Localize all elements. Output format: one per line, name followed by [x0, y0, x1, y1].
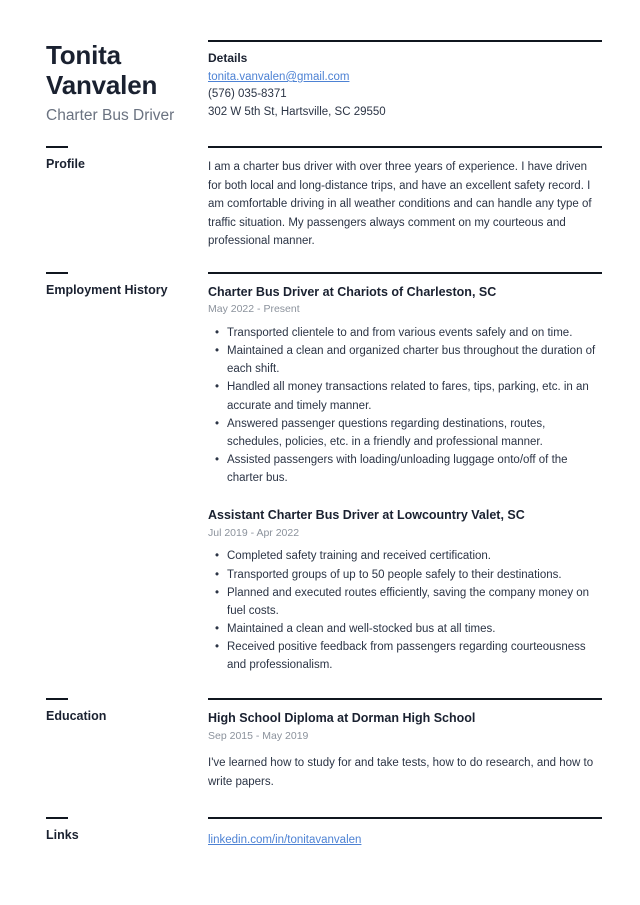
- list-item: • Transported clientele to and from various events safely and on time.: [227, 324, 602, 342]
- resume-header: [0, 0, 640, 126]
- employment-content: [208, 272, 640, 674]
- section-divider: [208, 146, 602, 148]
- sidebar-dash: [46, 146, 68, 148]
- section-divider: [208, 698, 602, 700]
- header-left-column: [0, 40, 208, 126]
- list-item: • Answered passenger questions regarding destinations, routes, schedules, policies, etc. in a friendly and professional manner.: [227, 415, 602, 451]
- employment-entry: [208, 507, 602, 674]
- employment-date: May 2022 - Present: [208, 303, 300, 316]
- phone-line: (576) 035-8371: [208, 88, 287, 101]
- email-line: [208, 67, 602, 86]
- last-name: Vanvalen: [46, 70, 158, 101]
- profile-text: I am a charter bus driver with over three years of experience. I have driven for both local and long-distance trips, and have an excellent safety record. I am comfortable driving in all weather conditions and can handle any type of traffic situation. My passengers always comment on my courteous and professional manner.: [208, 160, 592, 248]
- employment-label-column: [0, 272, 208, 298]
- sidebar-item-employment-history: Employment History: [46, 283, 168, 298]
- education-title: High School Diploma at Dorman High School: [208, 711, 476, 726]
- education-date: Sep 2015 - May 2019: [208, 729, 309, 742]
- list-item: • Planned and executed routes efficiently, saving the company money on fuel costs.: [227, 584, 602, 620]
- list-item: • Maintained a clean and well-stocked bus at all times.: [227, 620, 602, 638]
- employment-date: Jul 2019 - Apr 2022: [208, 526, 300, 539]
- employment-bullet-list: [208, 324, 602, 487]
- section-divider: [208, 817, 602, 819]
- list-item: • Received positive feedback from passengers regarding courteousness and professionalism.: [227, 638, 602, 674]
- email-link[interactable]: tonita.vanvalen@gmail.com: [208, 71, 350, 83]
- employment-bullet-list: [208, 547, 602, 674]
- section-divider: [208, 40, 602, 42]
- section-divider: [208, 272, 602, 274]
- employment-title: Charter Bus Driver at Chariots of Charleston, SC: [208, 285, 497, 300]
- sidebar-item-profile: Profile: [46, 156, 85, 171]
- education-content: [208, 698, 640, 791]
- link-row: [208, 830, 602, 849]
- education-section: [0, 698, 640, 791]
- education-entry: [208, 710, 602, 791]
- list-item: • Handled all money transactions related to fares, tips, parking, etc. in an accurate and timely manner.: [227, 378, 602, 414]
- profile-section: [0, 146, 640, 251]
- sidebar-dash: [46, 817, 68, 819]
- sidebar-item-links: Links: [46, 827, 79, 842]
- address-line: 302 W 5th St, Hartsville, SC 29550: [208, 105, 386, 118]
- links-label-column: [0, 817, 208, 843]
- details-section: [208, 40, 640, 121]
- profile-label-column: [0, 146, 208, 172]
- links-content: [208, 817, 640, 849]
- linkedin-link[interactable]: linkedin.com/in/tonitavanvalen: [208, 833, 362, 846]
- job-title-subtitle: Charter Bus Driver: [46, 106, 175, 124]
- list-item: • Completed safety training and received certification.: [227, 547, 602, 565]
- employment-entry: [208, 284, 602, 487]
- employment-section: [0, 272, 640, 674]
- page-title: [46, 40, 196, 101]
- list-item: • Maintained a clean and organized charter bus throughout the duration of each shift.: [227, 342, 602, 378]
- profile-content: [208, 146, 640, 251]
- first-name: Tonita: [46, 40, 121, 70]
- links-section: [0, 817, 640, 849]
- list-item: • Transported groups of up to 50 people safely to their destinations.: [227, 566, 602, 584]
- education-description: I've learned how to study for and take tests, how to do research, and how to write papers.: [208, 757, 594, 789]
- sidebar-dash: [46, 698, 68, 700]
- sidebar-dash: [46, 272, 68, 274]
- list-item: • Assisted passengers with loading/unloading luggage onto/off of the charter bus.: [227, 451, 602, 487]
- details-heading: Details: [208, 51, 248, 65]
- sidebar-item-education: Education: [46, 709, 107, 724]
- employment-title: Assistant Charter Bus Driver at Lowcountry Valet, SC: [208, 508, 525, 523]
- education-label-column: [0, 698, 208, 724]
